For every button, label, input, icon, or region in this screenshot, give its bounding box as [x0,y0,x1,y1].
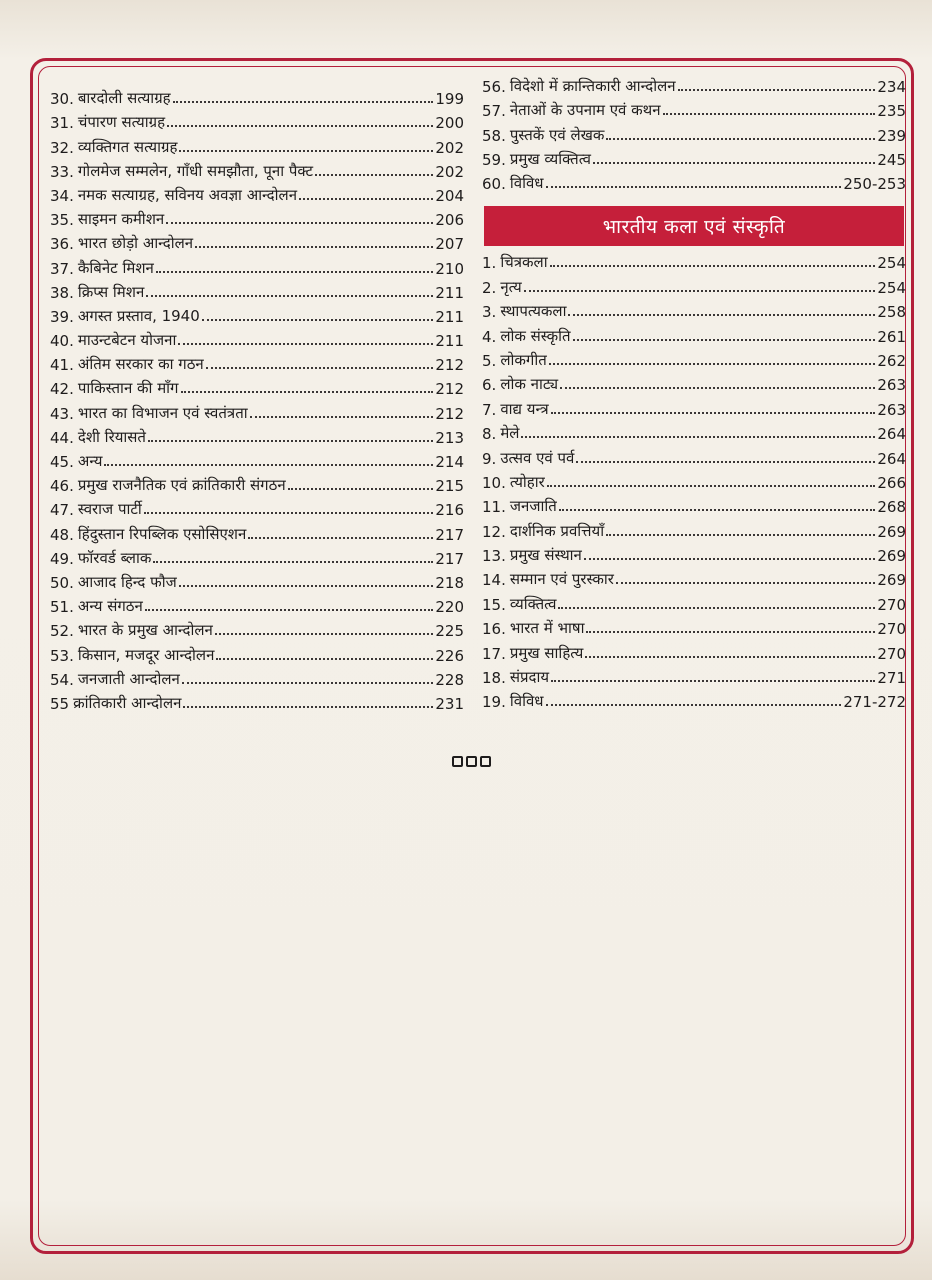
toc-entry [50,423,464,447]
toc-entry [482,565,906,589]
entry-number: 30. [50,90,74,109]
toc-entry [482,321,906,345]
dot-leader [215,632,433,635]
toc-entry [50,253,464,277]
entry-page: 226 [435,646,464,665]
toc-entry [50,278,464,302]
toc-entry [50,374,464,398]
entry-page: 207 [435,235,464,254]
entry-number: 9. [482,449,497,468]
entry-number: 42. [50,380,74,399]
dot-leader [144,511,434,514]
entry-number: 17. [482,644,506,663]
toc-entry [482,346,906,370]
dot-leader [524,289,876,292]
entry-title: प्रमुख संस्थान [509,546,582,565]
entry-title: सम्मान एवं पुरस्कार [509,570,614,589]
dot-leader [560,386,875,389]
entry-title: भारत के प्रमुख आन्दोलन [77,621,213,640]
dot-leader [299,197,433,200]
square-glyph-icon [452,756,463,767]
entry-number: 32. [50,138,74,157]
entry-page: 213 [435,428,464,447]
toc-entry [50,84,464,108]
entry-page: 261 [877,327,906,346]
entry-title: देशी रियासते [77,427,146,446]
entry-page: 271-272 [843,693,906,712]
toc-entry [50,568,464,592]
entry-title: विविध [509,173,544,192]
entry-page: 220 [435,598,464,617]
toc-entry [50,229,464,253]
entry-page: 218 [435,573,464,592]
entry-page: 264 [877,449,906,468]
entry-number: 14. [482,571,506,590]
toc-entry [50,689,464,713]
entry-title: भारत में भाषा [509,619,585,638]
dot-leader [167,124,433,127]
dot-leader [216,657,433,660]
entry-title: गोलमेज सम्मलेन, गाँधी समझौता, पूना पैक्ट [77,161,314,180]
entry-title: भारत छोड़ो आन्दोलन [77,234,194,253]
entry-page: 211 [435,332,464,351]
entry-page: 270 [877,620,906,639]
entry-page: 254 [877,254,906,273]
entry-title: क्रांतिकारी आन्दोलन [73,693,182,712]
dot-leader [153,560,433,563]
entry-title: विविध [509,692,544,711]
toc-entry [482,169,906,193]
entry-number: 10. [482,473,506,492]
dot-leader [104,463,433,466]
entry-page: 269 [877,571,906,590]
entry-title: माउन्टबेटन योजना [77,331,177,350]
toc-entry [482,394,906,418]
entry-number: 5. [482,351,497,370]
entry-page: 254 [877,278,906,297]
entry-page: 225 [435,622,464,641]
entry-number: 6. [482,376,497,395]
entry-number: 2. [482,278,497,297]
entry-number: 12. [482,522,506,541]
entry-number: 38. [50,283,74,302]
dot-leader [546,185,842,188]
entry-title: बारदोली सत्याग्रह [77,89,171,108]
entry-number: 36. [50,235,74,254]
entry-page: 263 [877,376,906,395]
entry-page: 216 [435,501,464,520]
entry-page: 212 [435,380,464,399]
dot-leader [521,435,875,438]
entry-page: 270 [877,595,906,614]
entry-page: 199 [435,90,464,109]
dot-leader [550,264,876,267]
toc-entry [482,370,906,394]
entry-number: 48. [50,525,74,544]
dot-leader [206,366,434,369]
entry-title: स्थापत्यकला [500,302,567,321]
entry-title: नेताओं के उपनाम एवं कथन [509,101,661,120]
dot-leader [148,439,433,442]
dot-leader [166,221,433,224]
toc-left-column [50,84,464,713]
entry-number: 52. [50,622,74,641]
toc-entry [482,589,906,613]
dot-leader [146,294,433,297]
entry-page: 210 [435,259,464,278]
entry-number: 49. [50,549,74,568]
toc-entry [482,492,906,516]
toc-entry [50,665,464,689]
entry-page: 268 [877,498,906,517]
dot-leader [182,681,434,684]
entry-title: विदेशो में क्रान्तिकारी आन्दोलन [509,77,676,96]
entry-title: दार्शनिक प्रवत्तियाँ [509,521,605,540]
entry-title: व्यक्तिगत सत्याग्रह [77,137,178,156]
entry-page: 206 [435,211,464,230]
entry-page: 258 [877,303,906,322]
entry-title: फॉरवर्ड ब्लाक [77,548,152,567]
toc-entry [482,96,906,120]
entry-number: 44. [50,428,74,447]
dot-leader [181,390,434,393]
entry-number: 46. [50,477,74,496]
dot-leader [549,362,876,365]
entry-title: व्यक्तित्व [509,594,557,613]
dot-leader [568,313,875,316]
dot-leader [663,112,876,115]
dot-leader [250,415,434,418]
entry-number: 51. [50,598,74,617]
entry-page: 202 [435,138,464,157]
dot-leader [551,411,876,414]
entry-number: 54. [50,670,74,689]
entry-title: जनजाती आन्दोलन [77,669,180,688]
entry-number: 34. [50,186,74,205]
square-glyph-icon [466,756,477,767]
entry-title: भारत का विभाजन एवं स्वतंत्रता [77,403,248,422]
toc-entry [50,108,464,132]
toc-right-column-top [482,72,906,193]
toc-right-column-bottom [482,248,906,711]
entry-title: चित्रकला [500,253,548,272]
entry-title: वाद्य यन्त्र [500,399,549,418]
toc-entry [482,248,906,272]
entry-number: 31. [50,114,74,133]
entry-number: 43. [50,404,74,423]
toc-entry [50,157,464,181]
entry-number: 59. [482,150,506,169]
entry-number: 11. [482,498,506,517]
entry-page: 263 [877,400,906,419]
entry-number: 53. [50,646,74,665]
entry-page: 204 [435,186,464,205]
toc-entry [482,468,906,492]
toc-entry [482,297,906,321]
toc-entry [50,495,464,519]
entry-page: 231 [435,694,464,713]
entry-page: 269 [877,522,906,541]
dot-leader [248,536,433,539]
entry-page: 200 [435,114,464,133]
entry-title: आजाद हिन्द फौज [77,572,177,591]
entry-title: अन्य संगठन [77,597,143,616]
dot-leader [156,270,433,273]
dot-leader [546,703,842,706]
entry-title: कैबिनेट मिशन [77,258,154,277]
dot-leader [586,630,875,633]
entry-number: 56. [482,78,506,97]
entry-title: संप्रदाय [509,668,550,687]
toc-entry [50,616,464,640]
dot-leader [606,533,875,536]
entry-page: 250-253 [843,174,906,193]
entry-page: 217 [435,549,464,568]
entry-number: 18. [482,669,506,688]
toc-entry [482,638,906,662]
entry-number: 57. [482,102,506,121]
entry-page: 234 [877,78,906,97]
entry-title: स्वराज पार्टी [77,500,142,519]
entry-title: नमक सत्याग्रह, सविनय अवज्ञा आन्दोलन [77,185,298,204]
dot-leader [178,342,433,345]
entry-page: 217 [435,525,464,544]
toc-entry [50,132,464,156]
dot-leader [584,557,875,560]
dot-leader [288,487,434,490]
toc-entry [482,145,906,169]
entry-title: त्योहार [509,472,545,491]
dot-leader [547,484,876,487]
dot-leader [315,173,433,176]
entry-page: 212 [435,356,464,375]
entry-page: 228 [435,670,464,689]
section-heading-banner [484,206,904,246]
toc-entry [50,640,464,664]
entry-page: 202 [435,162,464,181]
toc-entry [482,72,906,96]
entry-number: 60. [482,174,506,193]
entry-title: जनजाति [509,497,557,516]
entry-title: अगस्त प्रस्ताव, 1940 [77,306,200,325]
dot-leader [195,245,433,248]
entry-title: पाकिस्तान की माँग [77,379,179,398]
toc-entry [50,471,464,495]
section-heading-text: भारतीय कला एवं संस्कृति [602,216,786,238]
entry-number: 47. [50,501,74,520]
entry-number: 40. [50,332,74,351]
toc-entry [482,443,906,467]
entry-page: 212 [435,404,464,423]
entry-title: अंतिम सरकार का गठन [77,355,204,374]
entry-title: लोक संस्कृति [500,326,571,345]
toc-entry [482,272,906,296]
entry-page: 245 [877,150,906,169]
dot-leader [183,705,433,708]
entry-number: 55 [50,694,70,713]
dot-leader [202,318,434,321]
entry-page: 235 [877,102,906,121]
toc-entry [50,447,464,471]
entry-title: चंपारण सत्याग्रह [77,113,166,132]
dot-leader [145,608,434,611]
entry-number: 16. [482,620,506,639]
entry-title: साइमन कमीशन [77,210,165,229]
entry-page: 271 [877,669,906,688]
entry-title: प्रमुख साहित्य [509,643,584,662]
entry-title: मेले [500,424,520,443]
dot-leader [593,161,875,164]
toc-entry [50,302,464,326]
entry-page: 239 [877,126,906,145]
entry-number: 37. [50,259,74,278]
entry-page: 262 [877,351,906,370]
toc-entry [50,592,464,616]
entry-title: क्रिप्स मिशन [77,282,145,301]
dot-leader [173,100,434,103]
dot-leader [576,460,875,463]
toc-entry [50,181,464,205]
entry-number: 58. [482,126,506,145]
entry-page: 211 [435,283,464,302]
entry-title: अन्य [77,452,103,470]
entry-number: 45. [50,453,74,471]
toc-entry [50,398,464,422]
entry-title: लोक नाट्य [500,375,559,394]
dot-leader [678,88,876,91]
entry-number: 39. [50,307,74,326]
dot-leader [606,137,875,140]
entry-page: 269 [877,547,906,566]
entry-number: 41. [50,356,74,375]
entry-number: 4. [482,327,497,346]
entry-number: 1. [482,254,497,273]
entry-page: 215 [435,477,464,496]
entry-number: 8. [482,425,497,444]
entry-title: नृत्य [500,277,522,296]
entry-page: 264 [877,425,906,444]
entry-number: 35. [50,211,74,230]
toc-entry [482,516,906,540]
dot-leader [558,606,875,609]
toc-entry [482,541,906,565]
toc-entry [50,544,464,568]
toc-entry [482,663,906,687]
dot-leader [179,149,433,152]
entry-title: हिंदुस्तान रिपब्लिक एसोसिएशन [77,524,247,543]
dot-leader [616,581,875,584]
entry-page: 211 [435,307,464,326]
dot-leader [179,584,434,587]
entry-title: उत्सव एवं पर्व [500,448,575,467]
entry-number: 50. [50,573,74,592]
toc-entry [482,687,906,711]
entry-page: 270 [877,644,906,663]
entry-title: प्रमुख व्यक्तित्व [509,149,592,168]
entry-number: 15. [482,595,506,614]
dot-leader [585,655,875,658]
toc-entry [50,205,464,229]
end-of-section-mark [452,756,491,767]
toc-entry [482,120,906,144]
entry-title: किसान, मजदूर आन्दोलन [77,645,215,664]
toc-entry [50,350,464,374]
entry-number: 33. [50,162,74,181]
entry-page: 214 [435,453,464,471]
toc-entry [50,519,464,543]
toc-entry [482,614,906,638]
entry-number: 7. [482,400,497,419]
dot-leader [551,679,875,682]
entry-title: प्रमुख राजनैतिक एवं क्रांतिकारी संगठन [77,476,286,495]
toc-entry [50,326,464,350]
dot-leader [559,508,876,511]
entry-number: 3. [482,303,497,322]
dot-leader [573,338,876,341]
entry-number: 19. [482,693,506,712]
toc-entry [482,419,906,443]
entry-number: 13. [482,547,506,566]
entry-title: पुस्तकें एवं लेखक [509,125,605,144]
entry-page: 266 [877,473,906,492]
entry-title: लोकगीत [500,350,547,369]
square-glyph-icon [480,756,491,767]
